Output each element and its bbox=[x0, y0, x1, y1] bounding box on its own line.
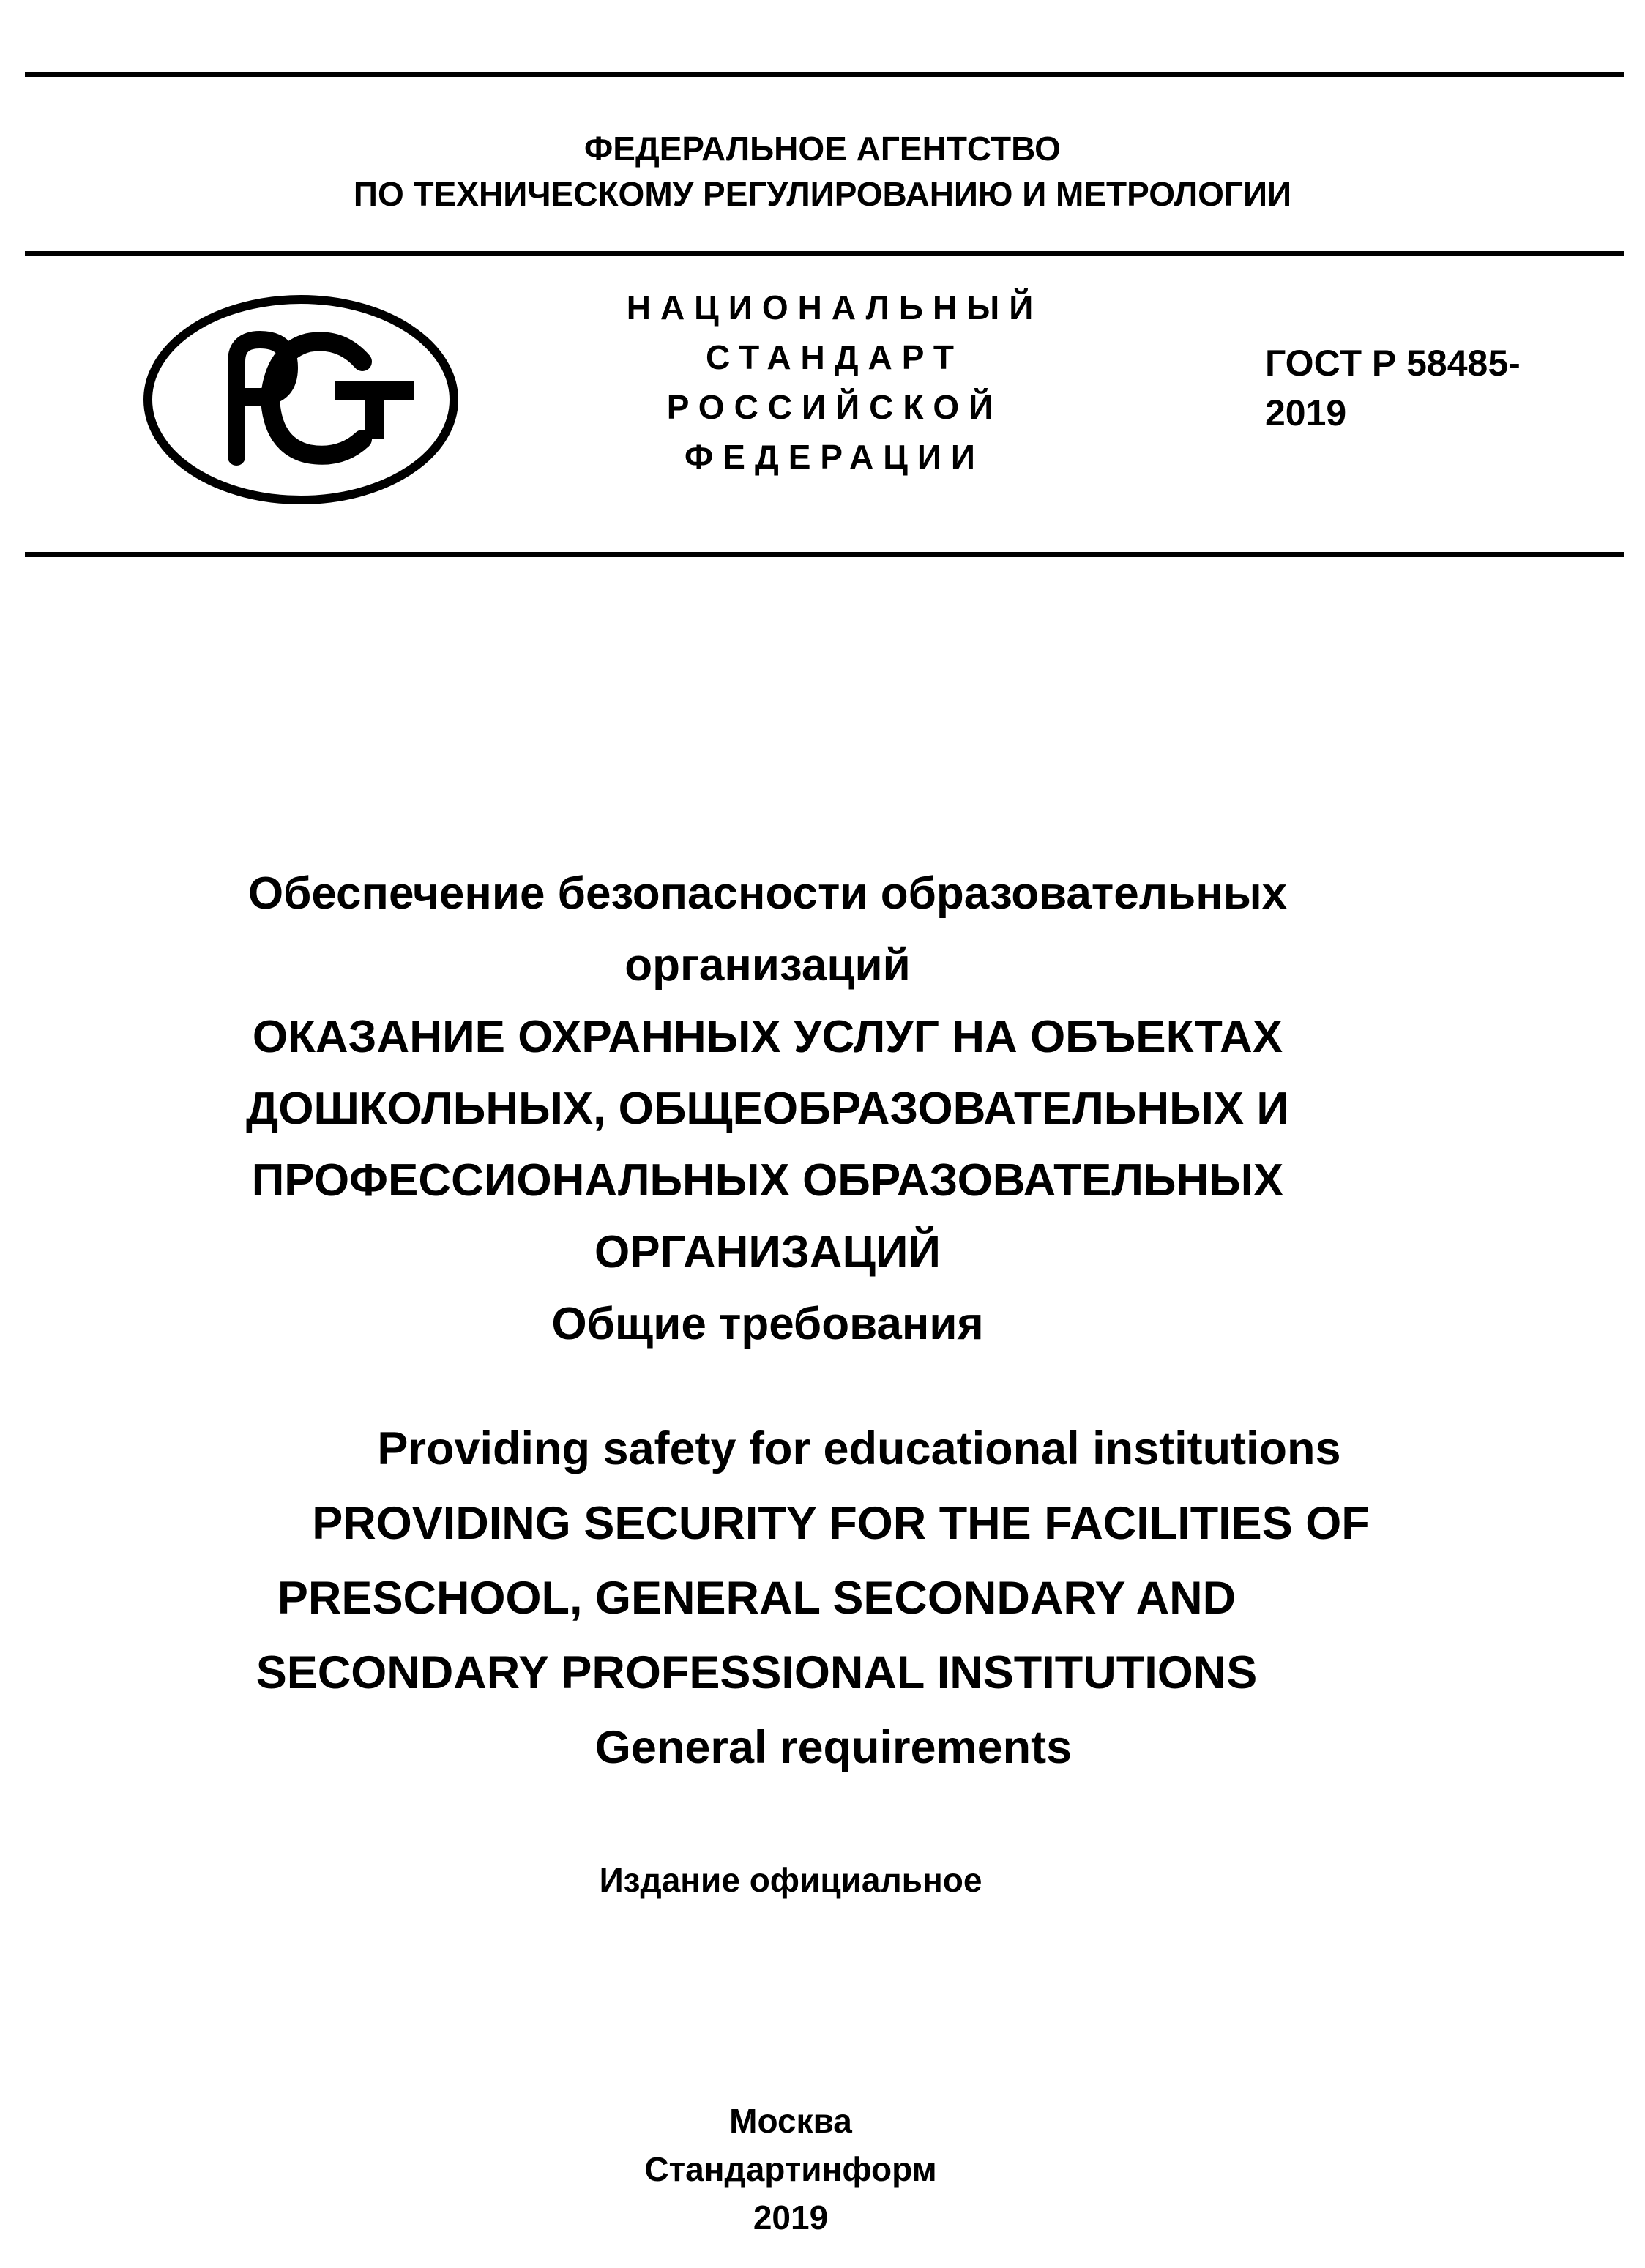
national-standard-label bbox=[571, 283, 1098, 482]
title-ru-line-4: ДОШКОЛЬНЫХ, ОБЩЕОБРАЗОВАТЕЛЬНЫХ И bbox=[246, 1083, 1289, 1134]
title-english bbox=[0, 1411, 1645, 1785]
title-ru-line-7: Общие требования bbox=[551, 1299, 984, 1349]
standard-designation bbox=[1265, 338, 1616, 438]
agency-divider bbox=[25, 251, 1624, 256]
agency-line-2: ПО ТЕХНИЧЕСКОМУ РЕГУЛИРОВАНИЮ И МЕТРОЛОГИИ bbox=[353, 175, 1292, 213]
title-ru-line-1: Обеспечение безопасности образовательных bbox=[247, 868, 1288, 919]
national-standard-line-1: НАЦИОНАЛЬНЫЙ bbox=[626, 288, 1043, 327]
title-ru-line-3: ОКАЗАНИЕ ОХРАННЫХ УСЛУГ НА ОБЪЕКТАХ bbox=[252, 1012, 1283, 1062]
national-standard-line-4: ФЕДЕРАЦИИ bbox=[685, 438, 985, 476]
edition-note: Издание официальное bbox=[599, 1861, 982, 1899]
designation-line-2: 2019 bbox=[1265, 392, 1347, 433]
title-ru-line-5: ПРОФЕССИОНАЛЬНЫХ ОБРАЗОВАТЕЛЬНЫХ bbox=[251, 1155, 1284, 1206]
top-rule bbox=[25, 72, 1624, 77]
title-russian bbox=[0, 858, 1645, 1360]
title-en-line-5: General requirements bbox=[594, 1722, 1073, 1773]
imprint-publisher: Стандартинформ bbox=[644, 2150, 937, 2188]
national-standard-line-3: РОССИЙСКОЙ bbox=[666, 388, 1003, 426]
national-standard-line-2: СТАНДАРТ bbox=[706, 338, 963, 376]
header-bottom-rule bbox=[25, 552, 1624, 557]
designation-line-1: ГОСТ Р 58485- bbox=[1265, 343, 1521, 384]
title-en-line-2: PROVIDING SECURITY FOR THE FACILITIES OF bbox=[312, 1498, 1370, 1549]
agency-header bbox=[0, 126, 1645, 217]
title-en-line-1: Providing safety for educational institutions bbox=[377, 1423, 1341, 1474]
imprint-city: Москва bbox=[729, 2102, 852, 2140]
rst-certification-mark-icon bbox=[143, 294, 459, 505]
title-en-line-3: PRESCHOOL, GENERAL SECONDARY AND bbox=[277, 1573, 1236, 1624]
imprint bbox=[0, 2097, 1581, 2242]
agency-line-1: ФЕДЕРАЛЬНОЕ АГЕНТСТВО bbox=[584, 130, 1061, 168]
title-ru-line-6: ОРГАНИЗАЦИЙ bbox=[594, 1227, 941, 1277]
imprint-year: 2019 bbox=[753, 2198, 829, 2237]
title-en-line-4: SECONDARY PROFESSIONAL INSTITUTIONS bbox=[255, 1647, 1258, 1698]
title-ru-line-2: организаций bbox=[624, 940, 911, 991]
